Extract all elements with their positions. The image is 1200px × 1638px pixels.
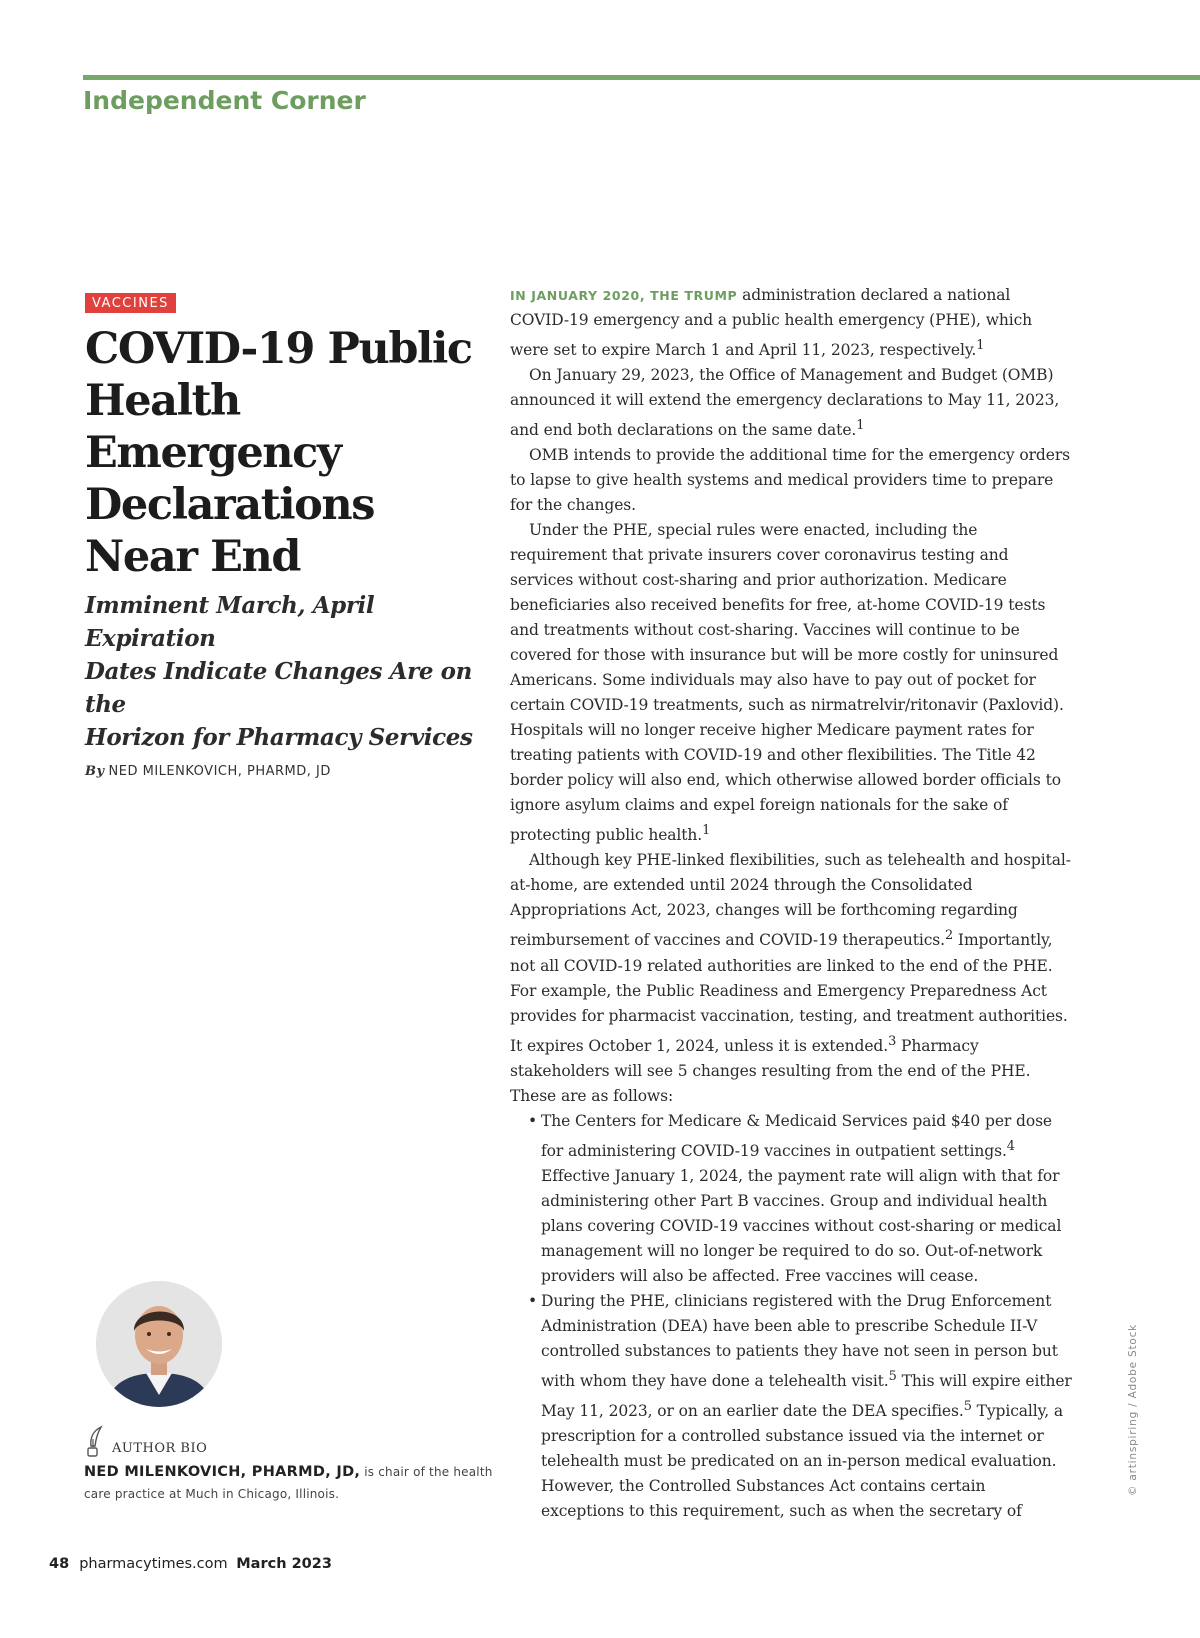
paragraph: On January 29, 2023, the Office of Management and Budget (OMB) announced it will extend the emergency declarations to May 11, 2023, and end both declarations on the same date.$^1$ bbox=[510, 366, 1060, 440]
list-item: • During the PHE, clinicians registered with the Drug Enforcement Administration (DEA) have been able to prescribe Schedule II-V controlled substances to patients they have not seen in person but with whom they have done a telehealth visit.$^5$ This will expire either May 11, 2023, or on an earlier date the DEA specifies.$^5$ Typically, a prescription for a controlled substance issued via the internet or telehealth must be predicated on an in-person medical evaluation. However, the Controlled Substances Act contains certain exceptions to this requirement, such as when the secretary of bbox=[541, 1289, 1072, 1524]
byline-prefix: By bbox=[85, 764, 105, 779]
paragraph: Although key PHE-linked flexibilities, such as telehealth and hospital-at-home, are extended until 2024 through the Consolidated Appropriations Act, 2023, changes will be forthcoming regarding reimbursement of vaccines and COVID-19 therapeutics.$^2$ Importantly, not all COVID-19 related authorities are linked to the end of the PHE. For example, the Public Readiness and Emergency Preparedness Act provides for pharmacist vaccination, testing, and treatment authorities. It expires October 1, 2024, unless it is extended.$^3$ Pharmacy stakeholders will see 5 changes resulting from the end of the PHE. These are as follows: bbox=[510, 851, 1071, 1105]
bio-text bbox=[84, 1461, 504, 1505]
paragraph: OMB intends to provide the additional time for the emergency orders to lapse to give health systems and medical providers time to prepare for the changes. bbox=[510, 446, 1070, 515]
bio-header bbox=[84, 1425, 504, 1457]
footer-site[interactable]: pharmacytimes.com bbox=[79, 1556, 228, 1572]
footnote-ref[interactable]: 2 bbox=[944, 928, 954, 944]
subheadline-line: Horizon for Pharmacy Services bbox=[85, 724, 473, 751]
article-body bbox=[510, 283, 1072, 1524]
subheadline-line: Imminent March, April Expiration bbox=[85, 592, 375, 652]
footnote-ref[interactable]: 4 bbox=[1006, 1138, 1015, 1154]
paragraph: IN JANUARY 2020, THE TRUMP administration declared a national COVID-19 emergency and a public health emergency (PHE), which were set to expire March 1 and April 11, 2023, respectively.$^1$ bbox=[510, 286, 1033, 360]
category-tag[interactable]: VACCINES bbox=[85, 293, 176, 313]
change-list bbox=[510, 1109, 1072, 1524]
lead-in: IN JANUARY 2020, THE TRUMP bbox=[510, 288, 738, 303]
byline-author: NED MILENKOVICH, PHARMD, JD bbox=[108, 764, 331, 779]
headline bbox=[85, 323, 485, 583]
headline-line: Health Emergency bbox=[85, 376, 341, 478]
byline bbox=[85, 764, 485, 779]
author-portrait-icon bbox=[96, 1281, 222, 1407]
headline-line: Near End bbox=[85, 532, 301, 582]
section-title: Independent Corner bbox=[83, 86, 366, 115]
article-header bbox=[85, 292, 485, 779]
footnote-ref[interactable]: 1 bbox=[702, 823, 711, 839]
headline-line: Declarations bbox=[85, 480, 375, 530]
top-rule bbox=[83, 75, 1200, 80]
footnote-ref[interactable]: 1 bbox=[976, 338, 985, 353]
headline-line: COVID-19 Public bbox=[85, 324, 472, 374]
photo-credit: © artinspiring / Adobe Stock bbox=[1127, 1323, 1139, 1497]
quill-pen-icon bbox=[84, 1425, 106, 1457]
author-photo bbox=[96, 1281, 222, 1407]
bio-label: AUTHOR BIO bbox=[112, 1441, 208, 1456]
bio-name: NED MILENKOVICH, PHARMD, JD, bbox=[84, 1464, 361, 1480]
footnote-ref[interactable]: 5 bbox=[888, 1368, 897, 1384]
page-footer bbox=[49, 1556, 332, 1572]
page-number: 48 bbox=[49, 1556, 70, 1572]
bio-description: is chair of the health care practice at Much in Chicago, Illinois. bbox=[84, 1465, 493, 1501]
list-item: • The Centers for Medicare & Medicaid Services paid $40 per dose for administering COVID-19 vaccines in outpatient settings.$^4$ Effective January 1, 2024, the payment rate will align with that for administering other Part B vaccines. Group and individual health plans covering COVID-19 vaccines without cost-sharing or medical management will no longer be required to do so. Out-of-network providers will also be affected. Free vaccines will cease. bbox=[541, 1109, 1072, 1289]
footnote-ref[interactable]: 5 bbox=[963, 1399, 972, 1415]
author-bio bbox=[84, 1425, 504, 1505]
subheadline-line: Dates Indicate Changes Are on the bbox=[85, 658, 472, 718]
footnote-ref[interactable]: 3 bbox=[888, 1033, 897, 1049]
subheadline bbox=[85, 589, 485, 754]
footer-issue: March 2023 bbox=[236, 1556, 332, 1572]
footnote-ref[interactable]: 1 bbox=[856, 418, 865, 434]
paragraph: Under the PHE, special rules were enacted, including the requirement that private insurers cover coronavirus testing and services without cost-sharing and prior authorization. Medicare beneficiaries also received benefits for free, at-home COVID-19 tests and treatments without cost-sharing. Vaccines will continue to be covered for those with insurance but will be more costly for uninsured Americans. Some individuals may also have to pay out of pocket for certain COVID-19 treatments, such as nirmatrelvir/ritonavir (Paxlovid). Hospitals will no longer receive higher Medicare payment rates for treating patients with COVID-19 and other flexibilities. The Title 42 border policy will also end, which otherwise allowed border officials to ignore asylum claims and expel foreign nationals for the sake of protecting public health.$^1$ bbox=[510, 521, 1064, 845]
